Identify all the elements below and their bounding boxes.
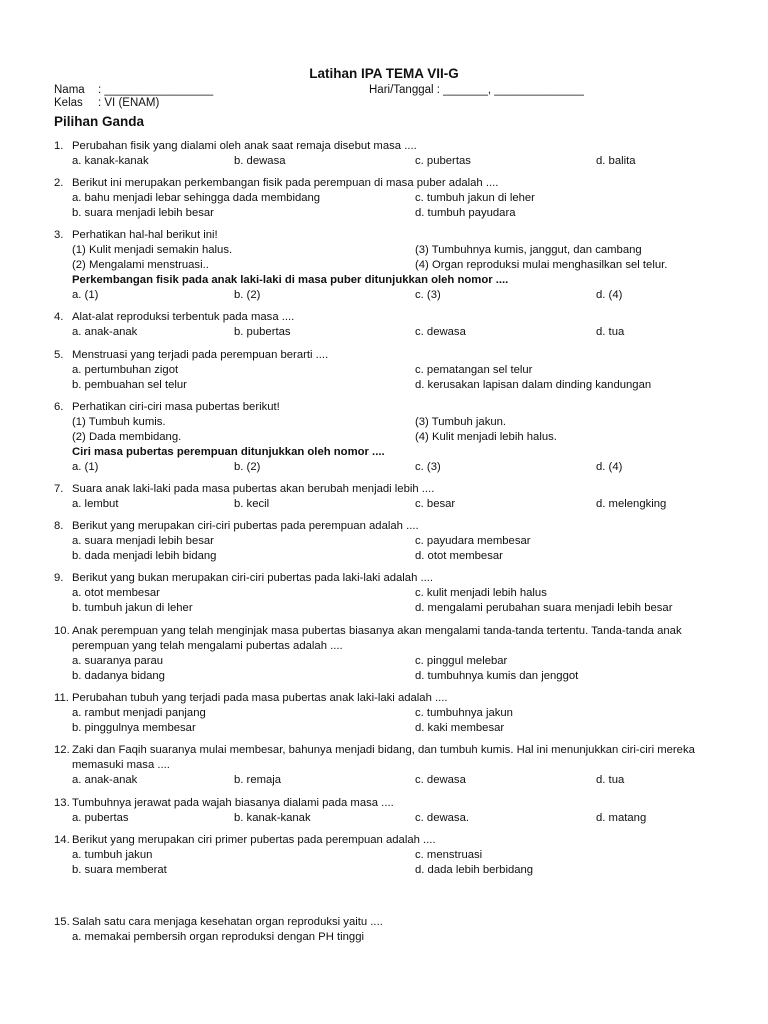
- question-text: Berikut ini merupakan perkembangan fisik pada perempuan di masa puber adalah ....: [72, 177, 499, 189]
- option-a: a. bahu menjadi lebar sehingga dada membidang: [72, 192, 321, 204]
- question-number: 10.: [54, 625, 70, 637]
- page-title: Latihan IPA TEMA VII-G: [309, 66, 459, 81]
- option-d: d. mengalami perubahan suara menjadi lebih besar: [415, 602, 673, 614]
- option-b: b. pembuahan sel telur: [72, 379, 187, 391]
- statement-1: (1) Tumbuh kumis.: [72, 416, 166, 428]
- question-9: [0, 571, 768, 616]
- option-a: a. otot membesar: [72, 587, 160, 599]
- option-b: b. tumbuh jakun di leher: [72, 602, 193, 614]
- kelas-field: : VI (ENAM): [98, 97, 160, 109]
- option-a: a. tumbuh jakun: [72, 849, 153, 861]
- option-b: b. suara menjadi lebih besar: [72, 207, 214, 219]
- question-text: Perhatikan hal-hal berikut ini!: [72, 229, 218, 241]
- option-d: d. balita: [596, 155, 636, 167]
- option-c: c. dewasa: [415, 774, 466, 786]
- question-text: Alat-alat reproduksi terbentuk pada masa ....: [72, 311, 295, 323]
- option-a: a. (1): [72, 289, 99, 301]
- question-number: 8.: [54, 520, 64, 532]
- option-c: c. tumbuhnya jakun: [415, 707, 513, 719]
- question-number: 5.: [54, 349, 64, 361]
- option-c: c. dewasa.: [415, 812, 470, 824]
- question-number: 14.: [54, 834, 70, 846]
- question-prompt: Perkembangan fisik pada anak laki-laki di masa puber ditunjukkan oleh nomor ....: [72, 274, 509, 286]
- option-c: c. (3): [415, 461, 441, 473]
- option-c: c. payudara membesar: [415, 535, 531, 547]
- option-d: d. tumbuh payudara: [415, 207, 516, 219]
- question-number: 4.: [54, 311, 64, 323]
- kelas-label: Kelas: [54, 97, 83, 109]
- option-a: a. anak-anak: [72, 774, 138, 786]
- question-text: Salah satu cara menjaga kesehatan organ reproduksi yaitu ....: [72, 916, 383, 928]
- option-d: d. tua: [596, 326, 625, 338]
- option-b: b. suara memberat: [72, 864, 167, 876]
- question-7: [0, 482, 768, 512]
- question-12: [0, 743, 768, 788]
- question-number: 3.: [54, 229, 64, 241]
- question-number: 2.: [54, 177, 64, 189]
- option-d: d. tua: [596, 774, 625, 786]
- question-text: Perhatikan ciri-ciri masa pubertas berikut!: [72, 401, 280, 413]
- statement-2: (2) Dada membidang.: [72, 431, 182, 443]
- question-number: 13.: [54, 797, 70, 809]
- question-1: [0, 139, 768, 169]
- option-d: d. melengking: [596, 498, 667, 510]
- option-b: b. pinggulnya membesar: [72, 722, 196, 734]
- option-d: d. matang: [596, 812, 647, 824]
- question-4: [0, 310, 768, 340]
- option-d: d. tumbuhnya kumis dan jenggot: [415, 670, 579, 682]
- option-c: c. pubertas: [415, 155, 471, 167]
- option-a: a. anak-anak: [72, 326, 138, 338]
- question-11: [0, 691, 768, 736]
- option-d: d. (4): [596, 289, 623, 301]
- option-b: b. dada menjadi lebih bidang: [72, 550, 217, 562]
- question-number: 9.: [54, 572, 64, 584]
- question-text: Zaki dan Faqih suaranya mulai membesar, bahunya menjadi bidang, dan tumbuh kumis. Hal ini menunjukkan ciri-ciri mereka memasuki masa ....: [72, 744, 695, 771]
- option-b: b. dewasa: [234, 155, 286, 167]
- option-b: b. (2): [234, 289, 261, 301]
- question-number: 15.: [54, 916, 70, 928]
- statement-4: (4) Organ reproduksi mulai menghasilkan sel telur.: [415, 259, 668, 271]
- question-number: 1.: [54, 140, 64, 152]
- statement-1: (1) Kulit menjadi semakin halus.: [72, 244, 233, 256]
- question-prompt: Ciri masa pubertas perempuan ditunjukkan oleh nomor ....: [72, 446, 385, 458]
- question-14: [0, 833, 768, 878]
- option-a: a. pertumbuhan zigot: [72, 364, 179, 376]
- statement-3: (3) Tumbuhnya kumis, janggut, dan cambang: [415, 244, 642, 256]
- option-b: b. pubertas: [234, 326, 291, 338]
- statement-3: (3) Tumbuh jakun.: [415, 416, 507, 428]
- question-10: [0, 624, 768, 684]
- question-6: [0, 400, 768, 475]
- option-b: b. dadanya bidang: [72, 670, 165, 682]
- question-text: Berikut yang bukan merupakan ciri-ciri pubertas pada laki-laki adalah ....: [72, 572, 434, 584]
- option-b: b. (2): [234, 461, 261, 473]
- option-a: a. pubertas: [72, 812, 129, 824]
- question-text: Perubahan fisik yang dialami oleh anak saat remaja disebut masa ....: [72, 140, 417, 152]
- question-text: Berikut yang merupakan ciri-ciri pubertas pada perempuan adalah ....: [72, 520, 419, 532]
- question-text: Menstruasi yang terjadi pada perempuan berarti ....: [72, 349, 329, 361]
- option-d: d. kerusakan lapisan dalam dinding kandungan: [415, 379, 652, 391]
- option-c: c. (3): [415, 289, 441, 301]
- option-c: c. pematangan sel telur: [415, 364, 533, 376]
- option-a: a. rambut menjadi panjang: [72, 707, 206, 719]
- statement-2: (2) Mengalami menstruasi..: [72, 259, 209, 271]
- question-3: [0, 228, 768, 303]
- question-text: Suara anak laki-laki pada masa pubertas akan berubah menjadi lebih ....: [72, 483, 435, 495]
- option-c: c. tumbuh jakun di leher: [415, 192, 535, 204]
- question-number: 6.: [54, 401, 64, 413]
- option-b: b. kecil: [234, 498, 270, 510]
- hari-tanggal-field: Hari/Tanggal : _______, ______________: [369, 84, 584, 96]
- question-text: Berikut yang merupakan ciri primer pubertas pada perempuan adalah ....: [72, 834, 436, 846]
- option-d: d. kaki membesar: [415, 722, 505, 734]
- question-text: Anak perempuan yang telah menginjak masa pubertas biasanya akan mengalami tanda-tanda tertentu. Tanda-tanda anak perempuan yang telah mengalami pubertas adalah ....: [72, 625, 682, 652]
- nama-label: Nama: [54, 84, 85, 96]
- nama-field: : _________________: [98, 84, 214, 96]
- section-heading: Pilihan Ganda: [54, 114, 145, 129]
- option-b: b. remaja: [234, 774, 282, 786]
- question-5: [0, 348, 768, 393]
- option-a: a. memakai pembersih organ reproduksi dengan PH tinggi: [72, 931, 364, 943]
- option-d: d. (4): [596, 461, 623, 473]
- question-8: [0, 519, 768, 564]
- option-a: a. suara menjadi lebih besar: [72, 535, 214, 547]
- option-d: d. dada lebih berbidang: [415, 864, 534, 876]
- option-a: a. (1): [72, 461, 99, 473]
- statement-4: (4) Kulit menjadi lebih halus.: [415, 431, 557, 443]
- option-a: a. kanak-kanak: [72, 155, 149, 167]
- question-13: [0, 796, 768, 826]
- question-number: 12.: [54, 744, 70, 756]
- option-d: d. otot membesar: [415, 550, 503, 562]
- question-number: 7.: [54, 483, 64, 495]
- option-c: c. dewasa: [415, 326, 466, 338]
- question-2: [0, 176, 768, 221]
- option-c: c. pinggul melebar: [415, 655, 508, 667]
- question-15: [0, 915, 768, 945]
- option-b: b. kanak-kanak: [234, 812, 311, 824]
- option-a: a. lembut: [72, 498, 119, 510]
- question-number: 11.: [54, 692, 69, 704]
- option-c: c. kulit menjadi lebih halus: [415, 587, 547, 599]
- question-text: Perubahan tubuh yang terjadi pada masa pubertas anak laki-laki adalah ....: [72, 692, 448, 704]
- option-a: a. suaranya parau: [72, 655, 164, 667]
- option-c: c. besar: [415, 498, 456, 510]
- option-c: c. menstruasi: [415, 849, 483, 861]
- question-text: Tumbuhnya jerawat pada wajah biasanya dialami pada masa ....: [72, 797, 394, 809]
